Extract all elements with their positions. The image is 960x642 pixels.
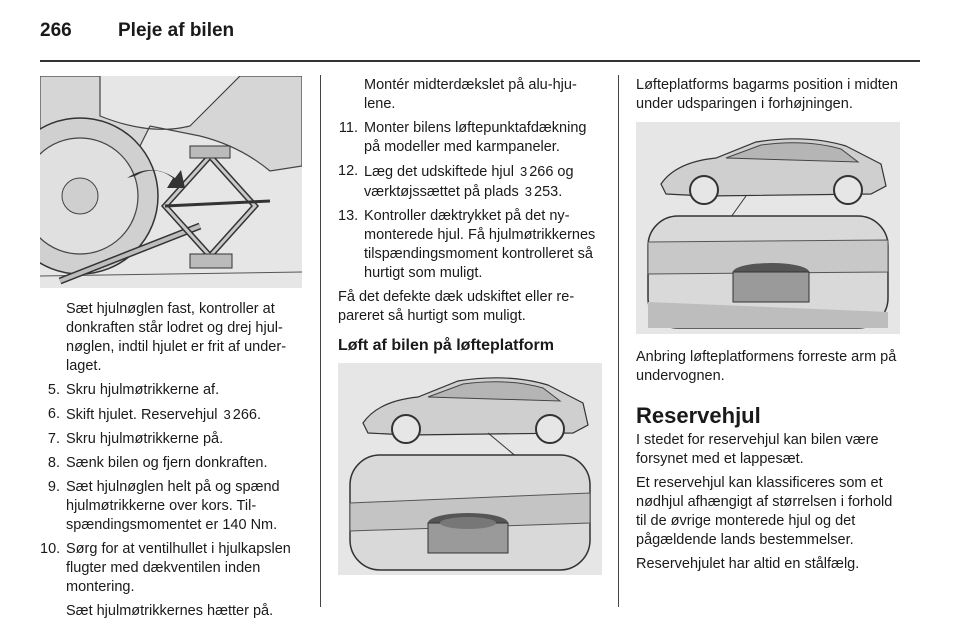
lift-platform-rear-illustration	[338, 363, 602, 575]
paragraph: Løfteplatforms bagarms position i midten under udsparingen i forhøjningen.	[636, 77, 898, 112]
page-ref-link[interactable]: 266.	[232, 407, 262, 423]
column-3	[636, 76, 900, 579]
header-rule	[40, 60, 920, 62]
step-continuation: Montér midterdækslet på alu-hjulene.	[364, 77, 577, 112]
page-ref-icon: 3	[223, 407, 231, 422]
step-list	[338, 119, 602, 283]
lift-platform-front-illustration	[636, 122, 900, 334]
list-item: 13. Kontroller dæktrykket på det nymonterede hjul. Få hjulmøtrikkernes tilspændingsmoment kontrolleret så hurtigt som muligt.	[338, 208, 596, 281]
column-2	[338, 76, 602, 575]
list-item: 7. Skru hjulmøtrikkerne på.	[47, 431, 224, 447]
list-item: 8. Sænk bilen og fjern donkraften.	[47, 455, 268, 471]
list-item: 10. Sørg for at ventilhullet i hjulkapslen flugter med dækventilen inden montering.	[40, 541, 291, 595]
note: Sæt hjulmøtrikkernes hætter på.	[66, 603, 274, 619]
page-title: Pleje af bilen	[118, 20, 235, 41]
paragraph: Anbring løfteplatformens forreste arm på undervognen.	[636, 349, 897, 384]
jack-caption: Sæt hjulnøglen fast, kontroller at donkraften står lodret og drej hjulnøglen, indtil hjulet er frit af underlaget.	[66, 301, 287, 374]
column-separator	[618, 75, 619, 607]
paragraph: I stedet for reservehjul kan bilen være forsynet med et lappesæt.	[636, 432, 879, 467]
page-ref-link[interactable]: 253.	[534, 184, 563, 200]
page-ref-icon: 3	[524, 184, 532, 199]
list-item: 11. Monter bilens løftepunktafdækning på modeller med karmpaneler.	[338, 120, 587, 155]
jack-illustration	[40, 76, 302, 288]
step-list	[40, 381, 302, 597]
list-item: 12. Læg det udskiftede hjul 3 266 og værktøjssættet på plads 3 253.	[338, 163, 574, 200]
section-heading: Reservehjul	[636, 403, 761, 428]
column-separator	[320, 75, 321, 607]
page-ref-icon: 3	[519, 164, 528, 179]
list-item: 9. Sæt hjulnøglen helt på og spænd hjulmøtrikkerne over kors. Tilspændingsmomentet er 140 Nm.	[47, 479, 280, 533]
paragraph: Få det defekte dæk udskiftet eller repareret så hurtigt som muligt.	[338, 289, 575, 324]
list-item: 6. Skift hjulet. Reservehjul 3 266.	[47, 406, 262, 423]
paragraph: Reservehjulet har altid en stålfælg.	[636, 556, 860, 572]
page-ref-link[interactable]: 266 og	[529, 164, 574, 180]
section-heading: Løft af bilen på løfteplatform	[338, 337, 554, 354]
paragraph: Et reservehjul kan klassificeres som et nødhjul afhængigt af størrelsen i forhold til de øvrige monterede hjul og det pågældende lands bestemmelser.	[636, 475, 893, 548]
column-1	[40, 76, 302, 626]
page-number: 266	[40, 20, 72, 41]
list-item: 5. Skru hjulmøtrikkerne af.	[47, 382, 220, 398]
